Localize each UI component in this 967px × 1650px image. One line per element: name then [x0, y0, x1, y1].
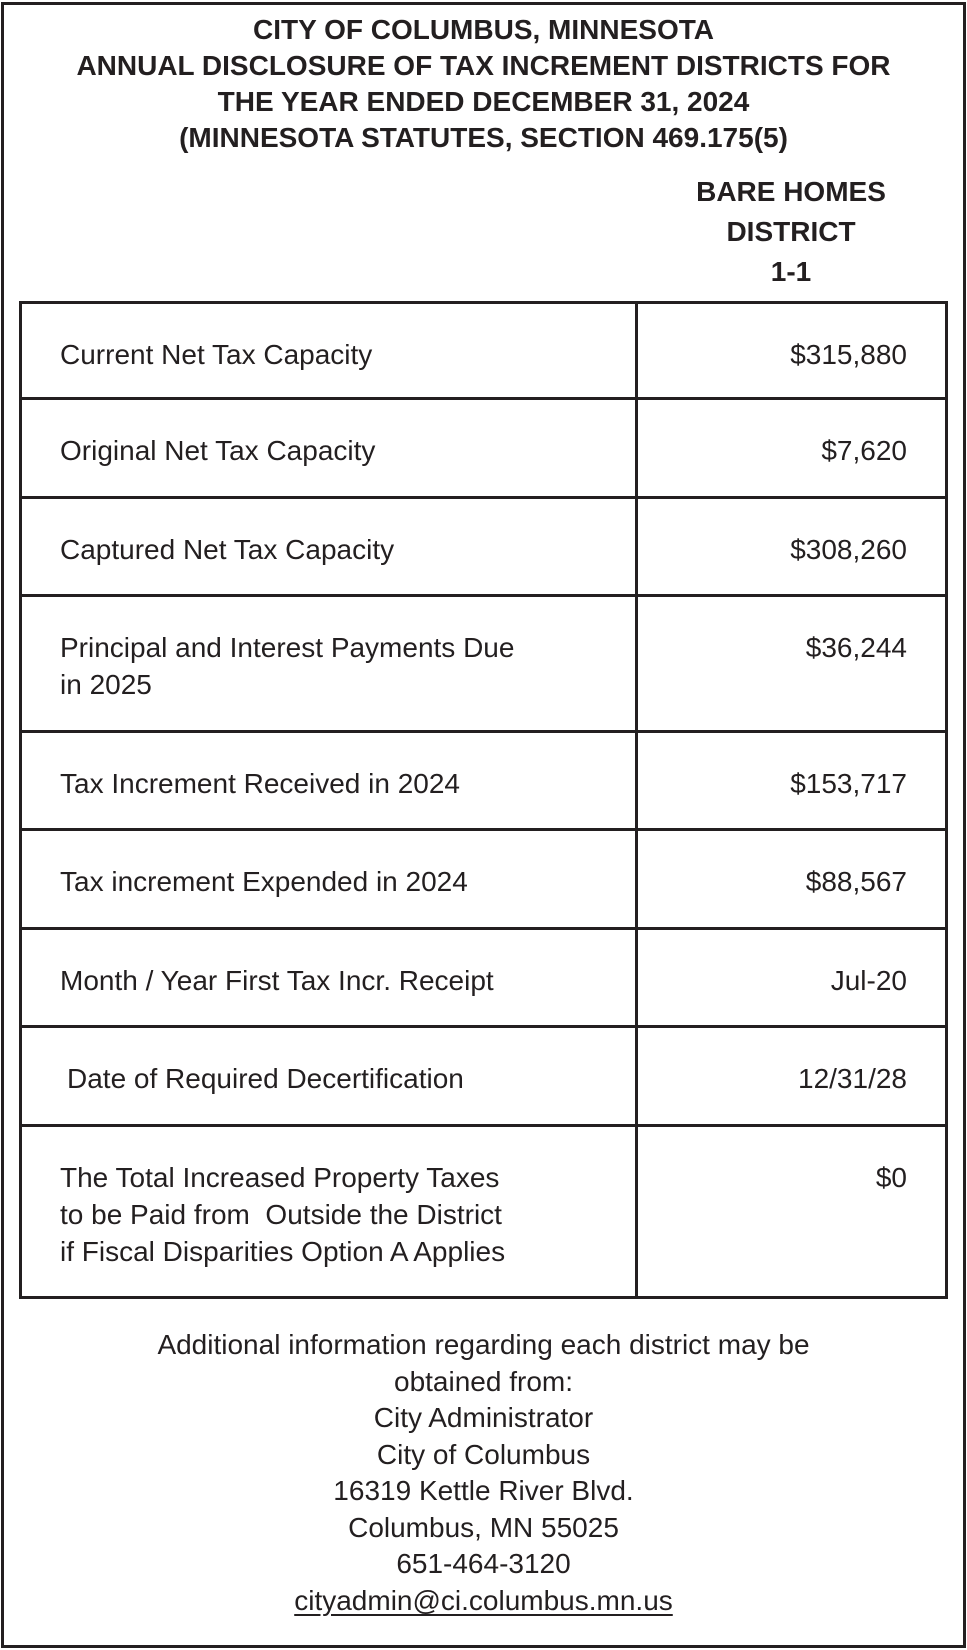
table-row — [21, 1027, 947, 1126]
district-name-line-2: DISTRICT — [726, 216, 856, 247]
row-label-line: if Fiscal Disparities Option A Applies — [60, 1236, 506, 1267]
header-city: CITY OF COLUMBUS, MINNESOTA — [253, 14, 714, 45]
row-value-fiscal-disparities: $0 — [637, 1126, 947, 1298]
row-label-tax-increment-received: Tax Increment Received in 2024 — [21, 732, 637, 830]
contact-email-link[interactable]: cityadmin@ci.columbus.mn.us — [294, 1584, 673, 1616]
row-label-first-receipt: Month / Year First Tax Incr. Receipt — [21, 929, 637, 1027]
row-label-captured-net-tax-capacity: Captured Net Tax Capacity — [21, 498, 637, 596]
row-label-decertification-date: Date of Required Decertification — [21, 1027, 637, 1126]
contact-organization: City of Columbus — [376, 1438, 591, 1470]
row-value-tax-increment-received: $153,717 — [637, 732, 947, 830]
footer-intro-line-2: obtained from: — [394, 1365, 573, 1397]
row-label-principal-interest — [21, 596, 637, 732]
row-value-original-net-tax-capacity: $7,620 — [637, 399, 947, 498]
header-title: ANNUAL DISCLOSURE OF TAX INCREMENT DISTRICTS FOR — [76, 50, 891, 81]
district-name-line-1: BARE HOMES — [696, 176, 886, 207]
contact-street-address: 16319 Kettle River Blvd. — [333, 1475, 634, 1506]
table-row — [21, 498, 947, 596]
table-row — [21, 596, 947, 732]
table-row — [21, 830, 947, 929]
row-label-line: to be Paid from Outside the District — [60, 1199, 502, 1230]
header-statute: (MINNESOTA STATUTES, SECTION 469.175(5) — [179, 122, 788, 153]
table-row — [21, 1126, 947, 1298]
contact-title: City Administrator — [373, 1402, 594, 1433]
row-label-line: The Total Increased Property Taxes — [60, 1162, 500, 1193]
contact-phone: 651-464-3120 — [396, 1548, 571, 1579]
district-column-header — [636, 172, 946, 292]
row-label-tax-increment-expended: Tax increment Expended in 2024 — [21, 830, 637, 929]
disclosure-table — [19, 301, 948, 1299]
contact-info — [0, 1327, 967, 1619]
table-row — [21, 732, 947, 830]
contact-city-state-zip: Columbus, MN 55025 — [348, 1511, 619, 1543]
row-value-first-receipt: Jul-20 — [637, 929, 947, 1027]
header-year: THE YEAR ENDED DECEMBER 31, 2024 — [217, 86, 750, 117]
row-label-line: Principal and Interest Payments Due — [60, 632, 515, 663]
table-row — [21, 929, 947, 1027]
row-value-tax-increment-expended: $88,567 — [637, 830, 947, 929]
row-value-current-net-tax-capacity: $315,880 — [637, 303, 947, 399]
row-label-current-net-tax-capacity: Current Net Tax Capacity — [21, 303, 637, 399]
district-number: 1-1 — [770, 256, 812, 287]
table-row — [21, 303, 947, 399]
footer-intro-line-1: Additional information regarding each district may be — [157, 1329, 810, 1360]
row-label-line: in 2025 — [60, 669, 152, 700]
row-value-principal-interest: $36,244 — [637, 596, 947, 732]
table-row — [21, 399, 947, 498]
row-value-captured-net-tax-capacity: $308,260 — [637, 498, 947, 596]
row-label-original-net-tax-capacity: Original Net Tax Capacity — [21, 399, 637, 498]
row-label-fiscal-disparities — [21, 1126, 637, 1298]
row-value-decertification-date: 12/31/28 — [637, 1027, 947, 1126]
notice-header — [0, 12, 967, 156]
